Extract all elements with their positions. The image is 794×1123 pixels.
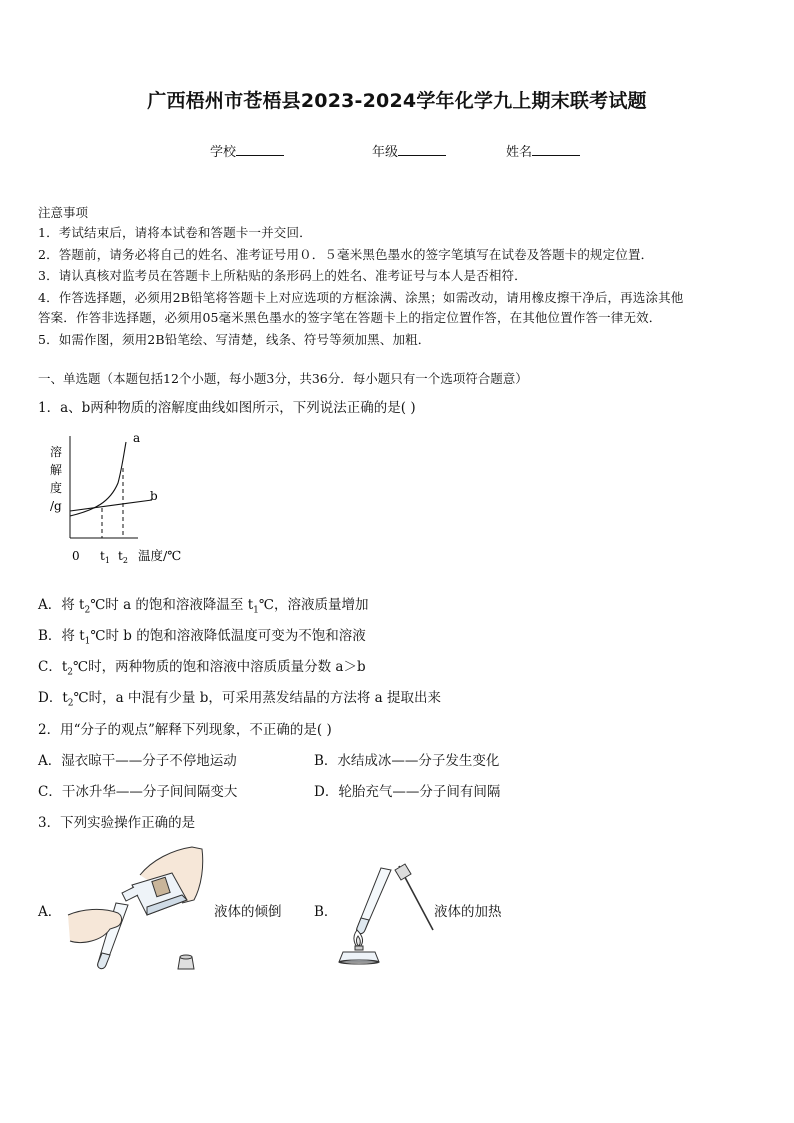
tick-t2: $t_2$ bbox=[118, 549, 128, 565]
note-item: 2．答题前，请务必将自己的姓名、准考证号用０．５毫米黑色墨水的签字笔填写在试卷及答题卡的规定位置． bbox=[38, 247, 654, 262]
label-a: a bbox=[133, 431, 141, 445]
name-field bbox=[506, 141, 580, 160]
y-label-char: 度 bbox=[50, 481, 63, 495]
q3-option-b-caption: 液体的加热 bbox=[434, 904, 502, 920]
question-1-stem: 1．a、b两种物质的溶解度曲线如图所示，下列说法正确的是( ) bbox=[38, 400, 416, 416]
y-label-char: 溶 bbox=[50, 445, 63, 459]
note-item: 3．请认真核对监考员在答题卡上所粘贴的条形码上的姓名、准考证号与本人是否相符． bbox=[38, 268, 527, 283]
solubility-chart bbox=[40, 428, 210, 568]
grade-blank bbox=[398, 143, 446, 156]
curve-b bbox=[70, 500, 152, 511]
q1-option-b: B．将 $t_1℃$时 b 的饱和溶液降低温度可变为不饱和溶液 bbox=[38, 628, 366, 647]
origin-label: 0 bbox=[72, 549, 80, 563]
name-label: 姓名 bbox=[506, 145, 533, 160]
page-title: 广西梧州市苍梧县2023-2024学年化学九上期末联考试题 bbox=[147, 90, 647, 112]
grade-field bbox=[372, 141, 446, 160]
section-heading: 一、单选题（本题包括12个小题，每小题3分，共36分．每小题只有一个选项符合题意） bbox=[38, 371, 528, 386]
notes-heading: 注意事项 bbox=[38, 205, 89, 220]
note-item: 答案．作答非选择题，必须用05毫米黑色墨水的签字笔在答题卡上的指定位置作答，在其他位置作答一律无效． bbox=[38, 310, 662, 325]
q2-option-a: A．湿衣晾干——分子不停地运动 bbox=[38, 753, 237, 769]
question-2-stem: 2．用“分子的观点”解释下列现象，不正确的是( ) bbox=[38, 722, 332, 738]
note-item: 4．作答选择题，必须用2B铅笔将答题卡上对应选项的方框涂满、涂黑；如需改动，请用橡皮擦干净后，再选涂其他 bbox=[38, 290, 684, 305]
q3-option-a-label: A． bbox=[38, 904, 62, 920]
q1-option-c: C．$t_2℃$时，两种物质的饱和溶液中溶质质量分数 a＞b bbox=[38, 659, 366, 678]
note-item: 1．考试结束后，请将本试卷和答题卡一并交回． bbox=[38, 225, 312, 240]
q2-option-c: C．干冰升华——分子间间隔变大 bbox=[38, 784, 238, 800]
y-label-char: /g bbox=[50, 499, 62, 513]
q3-option-a-caption: 液体的倾倒 bbox=[214, 904, 282, 920]
x-axis-label: 温度/℃ bbox=[138, 548, 182, 563]
q1-option-d: D．$t_2℃$时，a 中混有少量 b，可采用蒸发结晶的方法将 a 提取出来 bbox=[38, 690, 441, 709]
name-blank bbox=[532, 143, 580, 156]
q2-option-d: D．轮胎充气——分子间有间隔 bbox=[314, 784, 501, 800]
heating-liquid-illustration bbox=[335, 860, 435, 965]
q1-option-a: A．将 $t_2℃$时 a 的饱和溶液降温至 $t_1℃$，溶液质量增加 bbox=[38, 597, 369, 616]
q2-option-b: B．水结成冰——分子发生变化 bbox=[314, 753, 500, 769]
tick-t1: $t_1$ bbox=[100, 549, 110, 565]
school-blank bbox=[236, 143, 284, 156]
note-item: 5．如需作图，须用2B铅笔绘、写清楚，线条、符号等须加黑、加粗． bbox=[38, 332, 431, 347]
school-label: 学校 bbox=[210, 145, 237, 160]
pouring-liquid-illustration bbox=[62, 845, 212, 975]
label-b: b bbox=[150, 489, 158, 503]
y-label-char: 解 bbox=[50, 463, 63, 477]
q3-option-b-label: B． bbox=[314, 904, 338, 920]
question-3-stem: 3．下列实验操作正确的是 bbox=[38, 815, 196, 831]
grade-label: 年级 bbox=[372, 145, 399, 160]
school-field bbox=[210, 141, 284, 160]
